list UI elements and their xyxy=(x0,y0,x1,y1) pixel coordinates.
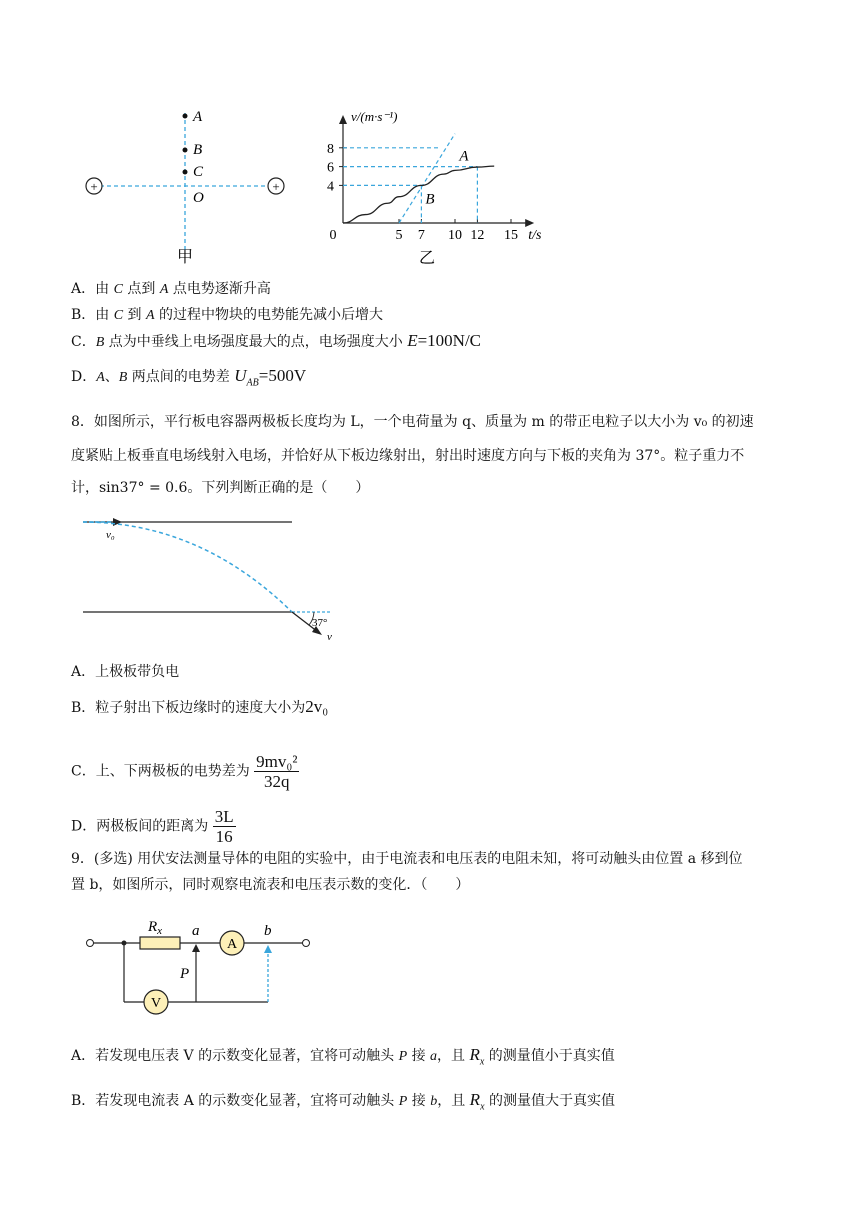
x-axis-label: t/s xyxy=(528,228,542,243)
v0-label: v₀ xyxy=(106,529,115,541)
q9-option-a: A．若发现电压表 V 的示数变化显著，宜将可动触头 P 接 a，且 $R_x$ 的测量值小于真实值 xyxy=(71,1045,615,1068)
q8-option-d: D．两极板间的距离为 $\frac{3L}{16}$ xyxy=(71,807,234,846)
v-label: v xyxy=(327,631,332,643)
y-tick-label: 8 xyxy=(327,141,334,157)
q8-stem-line-3: 计，sin37° = 0.6。下列判断正确的是（ ） xyxy=(71,480,370,496)
point-label-o: O xyxy=(193,190,204,206)
point-label-c: C xyxy=(193,164,204,180)
x-tick-label: 5 xyxy=(395,228,403,243)
x-tick-label: 12 xyxy=(470,228,485,243)
q9-option-b: B．若发现电流表 A 的示数变化显著，宜将可动触头 P 接 b，且 $R_x$ 的测量值大于真实值 xyxy=(71,1090,615,1113)
q7-option-d: D．A、B 两点间的电势差 $U_{AB}=500V$ xyxy=(71,366,307,389)
q8-stem-line-1: 8．如图所示，平行板电容器两极板长度均为 L，一个电荷量为 q、质量为 m 的带正电粒子以大小为 v₀ 的初速 xyxy=(71,414,754,430)
y-axis-label: v/(m·s⁻¹) xyxy=(351,109,398,124)
resistor-rx xyxy=(140,937,180,949)
q8-stem-line-2: 度紧贴上板垂直电场线射入电场，并恰好从下板边缘射出，射出时速度方向与下板的夹角为 37°。粒子重力不 xyxy=(71,448,745,464)
slider-label: P xyxy=(180,966,190,982)
y-axis-arrow xyxy=(339,115,347,124)
q9-stem-line-2: 置 b，如图所示，同时观察电流表和电压表示数的变化．（ ） xyxy=(71,877,470,893)
resistor-label: $R_x$ xyxy=(148,919,163,937)
tangent-line xyxy=(399,134,455,223)
voltmeter-label: V xyxy=(150,996,162,1011)
charge-symbol-left: + xyxy=(90,179,98,194)
point-label-b: B xyxy=(425,191,435,208)
point-label-a: A xyxy=(193,109,203,125)
x-tick-label: 0 xyxy=(329,228,337,243)
q8-option-a: A．上极板带负电 xyxy=(71,664,180,680)
x-tick-label: 15 xyxy=(504,228,518,243)
point-label-b: B xyxy=(193,142,203,158)
caption-yi: 乙 xyxy=(418,250,436,267)
velocity-curve xyxy=(343,166,494,223)
point-label-a: A xyxy=(459,148,469,165)
figure-circuit xyxy=(82,910,322,1030)
point-a-label: a xyxy=(192,923,200,939)
point-b-label: b xyxy=(264,923,272,939)
q7-option-a: A．由 C 点到 A 点电势逐渐升高 xyxy=(71,281,271,297)
q9-stem-line-1: 9．(多选) 用伏安法测量导体的电阻的实验中，由于电流表和电压表的电阻未知，将可动触头由位置 a 移到位 xyxy=(71,851,743,867)
figure-jia xyxy=(80,100,300,266)
x-tick-label: 7 xyxy=(417,228,425,243)
q8-option-c: C．上、下两极板的电势差为 $\frac{\text{9mv₀²}}{32q}$ xyxy=(71,752,298,791)
q7-option-c: C．B 点为中垂线上电场强度最大的点，电场强度大小 E=100N/C xyxy=(71,331,482,350)
y-tick-label: 6 xyxy=(327,160,334,176)
figure-capacitor xyxy=(80,510,340,643)
angle-label: 37° xyxy=(312,617,328,629)
figure-yi-chart xyxy=(315,95,545,265)
y-tick-label: 4 xyxy=(327,179,334,195)
charge-symbol-right: + xyxy=(272,179,280,194)
x-axis-arrow xyxy=(525,219,534,227)
x-tick-label: 10 xyxy=(448,228,462,243)
ammeter-label: A xyxy=(226,937,238,952)
q8-option-b: B．粒子射出下板边缘时的速度大小为2v₀ xyxy=(71,697,329,716)
q7-option-b: B．由 C 到 A 的过程中物块的电势能先减小后增大 xyxy=(71,307,384,323)
caption-jia: 甲 xyxy=(176,249,194,266)
